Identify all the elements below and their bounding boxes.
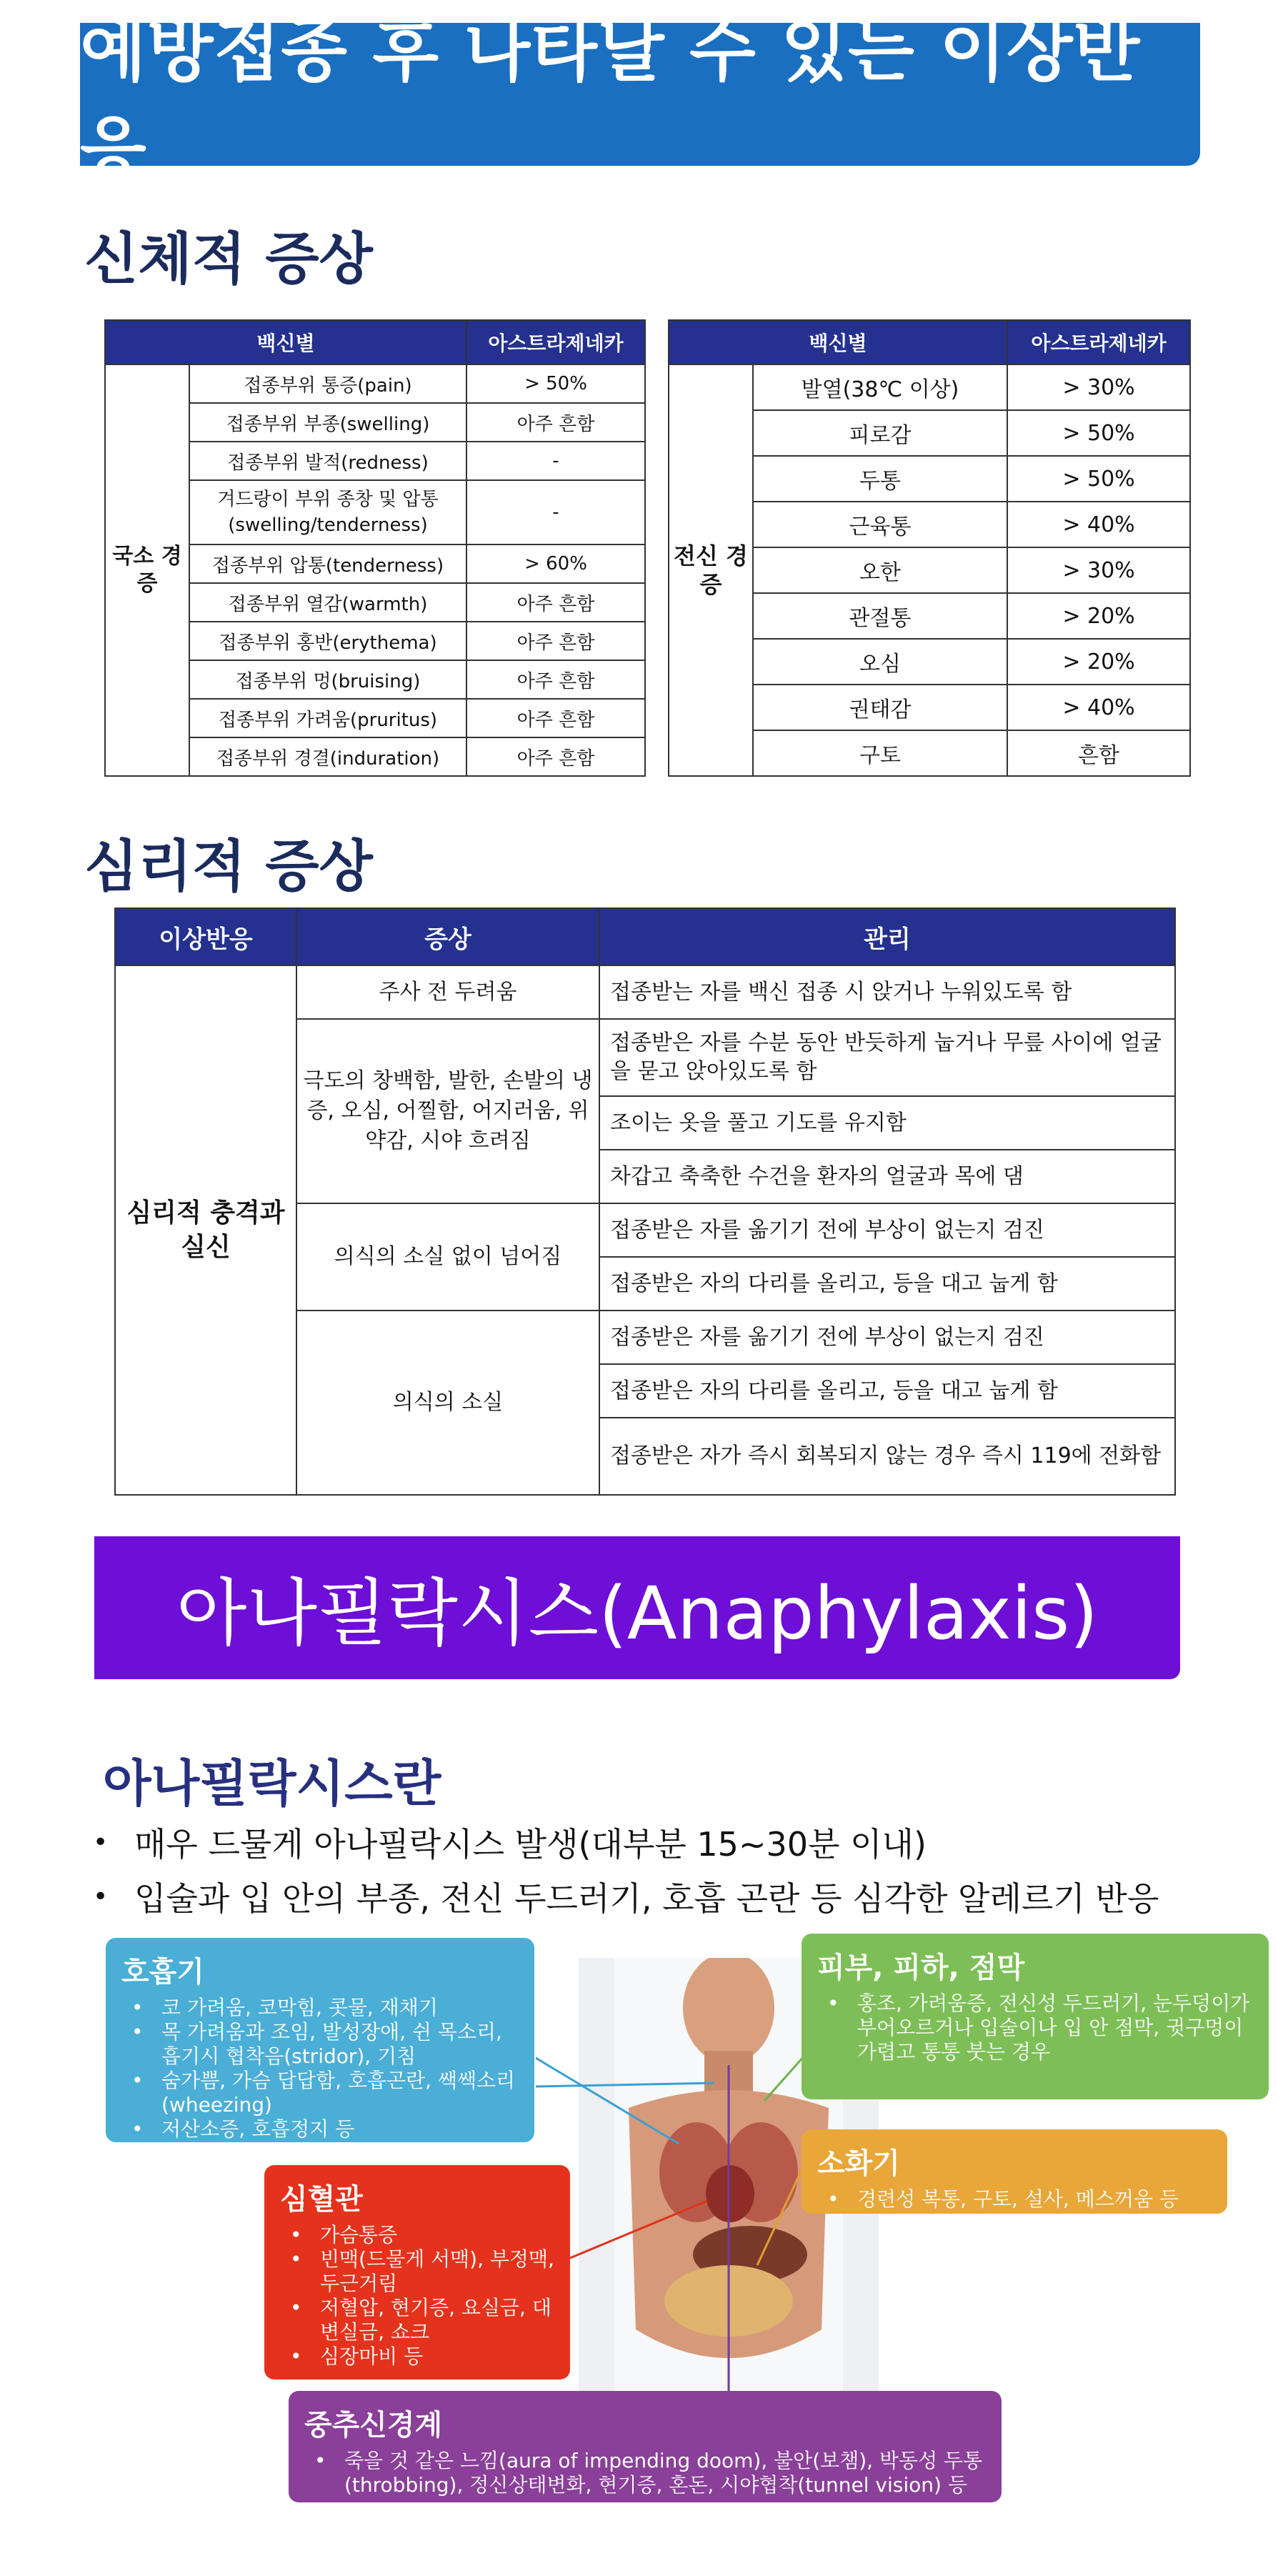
cell-symptom: 오심: [753, 639, 1007, 685]
cell-value: > 50%: [1007, 410, 1190, 456]
list-item: • 경련성 복통, 구토, 설사, 메스꺼움 등: [817, 2187, 1212, 2212]
cell-symptom: 피로감: [753, 410, 1007, 456]
anaphylaxis-bullets: [93, 1815, 1159, 1924]
cell-value: > 40%: [1007, 502, 1190, 547]
cell-symptom: 접종부위 멍(bruising): [189, 660, 466, 699]
cell-management: 접종받은 자를 수분 동안 반듯하게 눕거나 무릎 사이에 얼굴을 묻고 앉아있도록 함: [599, 1019, 1175, 1096]
cell-management: 접종받은 자가 즉시 회복되지 않는 경우 즉시 119에 전화함: [599, 1418, 1175, 1495]
cns-title: 중추신경계: [304, 2409, 443, 2442]
cell-symptom: 오한: [753, 547, 1007, 593]
category-systemic: 전신 경증: [669, 364, 753, 776]
cell-value: 아주 흔함: [466, 660, 645, 699]
cell-value: > 20%: [1007, 593, 1190, 639]
cell-symptom: 관절통: [753, 593, 1007, 639]
cell-value: 아주 흔함: [466, 699, 645, 737]
cell-symptom: 접종부위 열감(warmth): [189, 583, 466, 622]
cell-symptom: 극도의 창백함, 발한, 손발의 냉증, 오심, 어찔함, 어지러움, 위약감, 시야 흐려짐: [296, 1019, 599, 1203]
category-psych: 심리적 충격과 실신: [115, 965, 296, 1495]
psych-reactions-table: [114, 907, 1176, 1496]
list-item: • 저혈압, 현기증, 요실금, 대변실금, 쇼크: [280, 2296, 554, 2344]
cell-value: > 40%: [1007, 685, 1190, 730]
table-row: [115, 965, 1175, 1019]
cell-symptom: 의식의 소실 없이 넘어짐: [296, 1203, 599, 1311]
page-title-banner: [80, 11, 1200, 189]
skin-title: 피부, 피하, 점막: [817, 1951, 1025, 1984]
cell-symptom: 의식의 소실: [296, 1311, 599, 1495]
category-local: 국소 경증: [105, 364, 189, 776]
systemic-reactions-table: [668, 319, 1191, 777]
cns-box: [289, 2391, 1002, 2502]
list-item: • 죽을 것 같은 느낌(aura of impending doom), 불안(보챔), 박동성 두통 (throbbing), 정신상태변화, 현기증, 혼돈, 시야협착(tunnel vision) 등: [304, 2449, 986, 2497]
bullet-item: • 입술과 입 안의 부종, 전신 두드러기, 호흡 곤란 등 심각한 알레르기 반응: [93, 1879, 1159, 1918]
cell-value: > 50%: [466, 364, 645, 403]
anaphylaxis-banner-title: 아나필락시스(Anaphylaxis): [176, 1571, 1099, 1656]
cell-value: 아주 흔함: [466, 737, 645, 776]
cell-symptom: 접종부위 가려움(pruritus): [189, 699, 466, 737]
cell-symptom: 접종부위 경결(induration): [189, 737, 466, 776]
cardiovascular-box: [264, 2165, 570, 2379]
cell-value: 아주 흔함: [466, 622, 645, 660]
anaphylaxis-banner: [94, 1536, 1180, 1679]
table-header-row: [115, 908, 1175, 965]
list-item: • 숨가쁨, 가슴 답답함, 호흡곤란, 쌕쌕소리 (wheezing): [121, 2069, 519, 2117]
digestive-title: 소화기: [817, 2147, 900, 2180]
table-row: [105, 364, 645, 403]
cell-management: 접종받는 자를 백신 접종 시 앉거나 누워있도록 함: [599, 965, 1175, 1019]
psych-heading: 심리적 증상: [84, 835, 373, 899]
cell-value: > 60%: [466, 544, 645, 583]
col-symptom: 증상: [296, 908, 599, 965]
bullet-item: • 매우 드물게 아나필락시스 발생(대부분 15~30분 이내): [93, 1825, 927, 1864]
list-item: • 홍조, 가려움증, 전신성 두드러기, 눈두덩이가 부어오르거나 입술이나 입 안 점막, 귓구멍이 가렵고 통통 붓는 경우: [817, 1991, 1253, 2064]
local-reactions-table: [104, 319, 646, 777]
cardiovascular-title: 심혈관: [280, 2183, 363, 2216]
cell-symptom: 접종부위 통증(pain): [189, 364, 466, 403]
col-management: 관리: [599, 908, 1175, 965]
physical-heading: 신체적 증상: [84, 227, 373, 292]
cell-symptom: 겨드랑이 부위 종창 및 압통 (swelling/tenderness): [189, 480, 466, 544]
anaphylaxis-subtitle: 아나필락시스란: [103, 1754, 441, 1813]
respiratory-title: 호흡기: [121, 1956, 204, 1989]
col-az: 아스트라제네카: [466, 320, 645, 364]
skin-box: [802, 1934, 1269, 2099]
page-title: 예방접종 후 나타날 수 있는 이상반응: [80, 11, 1141, 189]
list-item: • 가슴통증: [280, 2223, 554, 2247]
table-header-row: [669, 320, 1190, 364]
cell-management: 차갑고 축축한 수건을 환자의 얼굴과 목에 댐: [599, 1150, 1175, 1203]
list-item: • 코 가려움, 코막힘, 콧물, 재채기: [121, 1996, 519, 2020]
cell-symptom: 권태감: [753, 685, 1007, 730]
cell-value: -: [466, 480, 645, 544]
cell-value: > 50%: [1007, 456, 1190, 502]
cell-symptom: 구토: [753, 730, 1007, 776]
list-item: • 목 가려움과 조임, 발성장애, 쉰 목소리, 흡기시 협착음(stridor), 기침: [121, 2020, 519, 2069]
cell-symptom: 두통: [753, 456, 1007, 502]
col-az: 아스트라제네카: [1007, 320, 1190, 364]
list-item: • 저산소증, 호흡정지 등: [121, 2117, 519, 2142]
cell-symptom: 주사 전 두려움: [296, 965, 599, 1019]
cell-management: 조이는 옷을 풀고 기도를 유지함: [599, 1096, 1175, 1150]
table-header-row: [105, 320, 645, 364]
cell-symptom: 근육통: [753, 502, 1007, 547]
cell-management: 접종받은 자를 옮기기 전에 부상이 없는지 검진: [599, 1203, 1175, 1257]
cell-symptom: 발열(38℃ 이상): [753, 364, 1007, 410]
cell-symptom: 접종부위 부종(swelling): [189, 403, 466, 442]
list-item: • 심장마비 등: [280, 2344, 554, 2369]
cell-value: 아주 흔함: [466, 583, 645, 622]
cell-symptom: 접종부위 발적(redness): [189, 442, 466, 480]
cell-value: 흔함: [1007, 730, 1190, 776]
table-row: [669, 364, 1190, 410]
cell-management: 접종받은 자를 옮기기 전에 부상이 없는지 검진: [599, 1311, 1175, 1364]
cell-management: 접종받은 자의 다리를 올리고, 등을 대고 눕게 함: [599, 1364, 1175, 1418]
digestive-box: [802, 2129, 1227, 2214]
cell-symptom: 접종부위 압통(tenderness): [189, 544, 466, 583]
heart-shape: [706, 2165, 754, 2222]
cell-symptom: 접종부위 홍반(erythema): [189, 622, 466, 660]
col-reaction: 이상반응: [115, 908, 296, 965]
cell-management: 접종받은 자의 다리를 올리고, 등을 대고 눕게 함: [599, 1257, 1175, 1311]
col-vaccine: 백신별: [105, 320, 466, 364]
col-vaccine: 백신별: [669, 320, 1007, 364]
cell-value: > 30%: [1007, 364, 1190, 410]
respiratory-box: [106, 1938, 534, 2142]
cell-value: > 30%: [1007, 547, 1190, 593]
cell-value: 아주 흔함: [466, 403, 645, 442]
list-item: • 빈맥(드물게 서맥), 부정맥, 두근거림: [280, 2247, 554, 2296]
cell-value: > 20%: [1007, 639, 1190, 685]
cell-value: -: [466, 442, 645, 480]
